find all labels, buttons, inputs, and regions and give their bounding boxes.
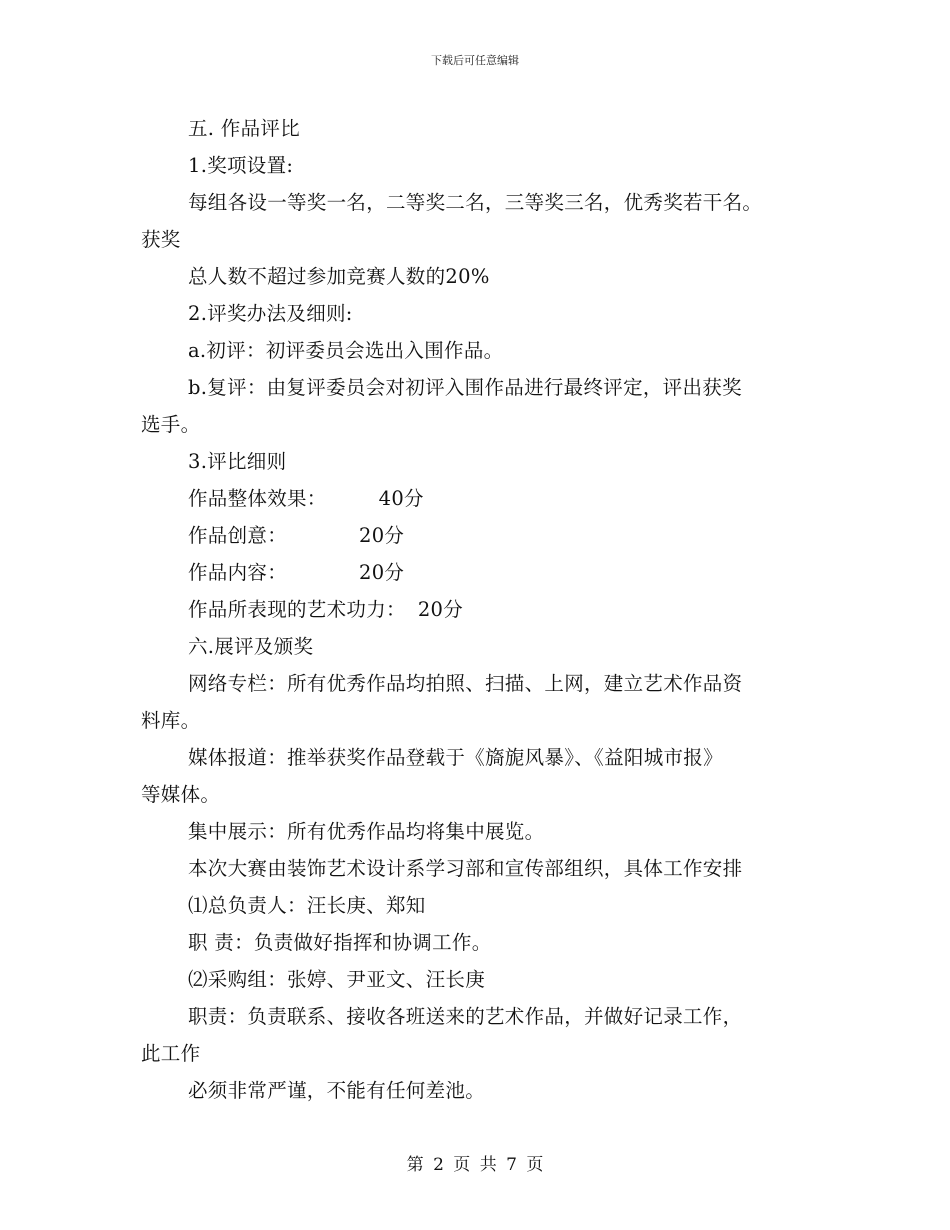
paragraph-line: 六.展评及颁奖: [188, 635, 314, 658]
paragraph-line: [141, 591, 821, 628]
paragraph-line: 每组各设一等奖一名，二等奖二名，三等奖三名，优秀奖若干名。: [188, 191, 763, 214]
page-header-note: 下载后可任意编辑: [431, 54, 519, 67]
paragraph-line: 必须非常严谨，不能有任何差池。: [188, 1079, 486, 1102]
paragraph-line: 1.奖项设置:: [188, 154, 294, 177]
criterion-score: 20分: [359, 561, 405, 584]
criterion-label: 作品所表现的艺术功力：: [188, 598, 406, 621]
paragraph-line: 3.评比细则: [188, 450, 287, 473]
criterion-label: 作品内容：: [188, 561, 288, 584]
criterion-score: 20分: [359, 524, 405, 547]
paragraph-line: b.复评：由复评委员会对初评入围作品进行最终评定，评出获奖: [188, 376, 742, 399]
paragraph-line: 获奖: [141, 228, 181, 251]
criterion-score: 40分: [378, 487, 424, 510]
paragraph-line: 本次大赛由装饰艺术设计系学习部和宣传部组织，具体工作安排: [188, 857, 743, 880]
paragraph-line: 料库。: [141, 709, 201, 732]
paragraph-line: 职责：负责联系、接收各班送来的艺术作品，并做好记录工作，: [188, 1005, 743, 1028]
paragraph-line: [141, 480, 821, 517]
paragraph-line: ⑴总负责人：汪长庚、郑知: [188, 894, 426, 917]
paragraph-line: 等媒体。: [141, 783, 221, 806]
criterion-label: 作品整体效果：: [188, 487, 327, 510]
criterion-label: 作品创意：: [188, 524, 288, 547]
paragraph-line: 媒体报道：推举获奖作品登载于《旖旎风暴》、《益阳城市报》: [188, 746, 723, 769]
criterion-score: 20分: [417, 598, 464, 621]
paragraph-line: [141, 554, 821, 591]
paragraph-line: 职 责：负责做好指挥和协调工作。: [188, 931, 492, 954]
paragraph-line: 总人数不超过参加竞赛人数的20%: [188, 265, 490, 288]
paragraph-line: 五. 作品评比: [188, 117, 300, 140]
paragraph-line: 集中展示：所有优秀作品均将集中展览。: [188, 820, 545, 843]
paragraph-line: 此工作: [141, 1042, 201, 1065]
page-number-footer: 第 2 页 共 7 页: [406, 1155, 544, 1175]
document-body: [141, 110, 821, 1109]
paragraph-line: a.初评：初评委员会选出入围作品。: [188, 339, 504, 362]
paragraph-line: 2.评奖办法及细则:: [188, 302, 353, 325]
paragraph-line: 选手。: [141, 413, 201, 436]
paragraph-line: ⑵采购组：张婷、尹亚文、汪长庚: [188, 968, 486, 991]
paragraph-line: 网络专栏：所有优秀作品均拍照、扫描、上网，建立艺术作品资: [188, 672, 743, 695]
paragraph-line: [141, 517, 821, 554]
